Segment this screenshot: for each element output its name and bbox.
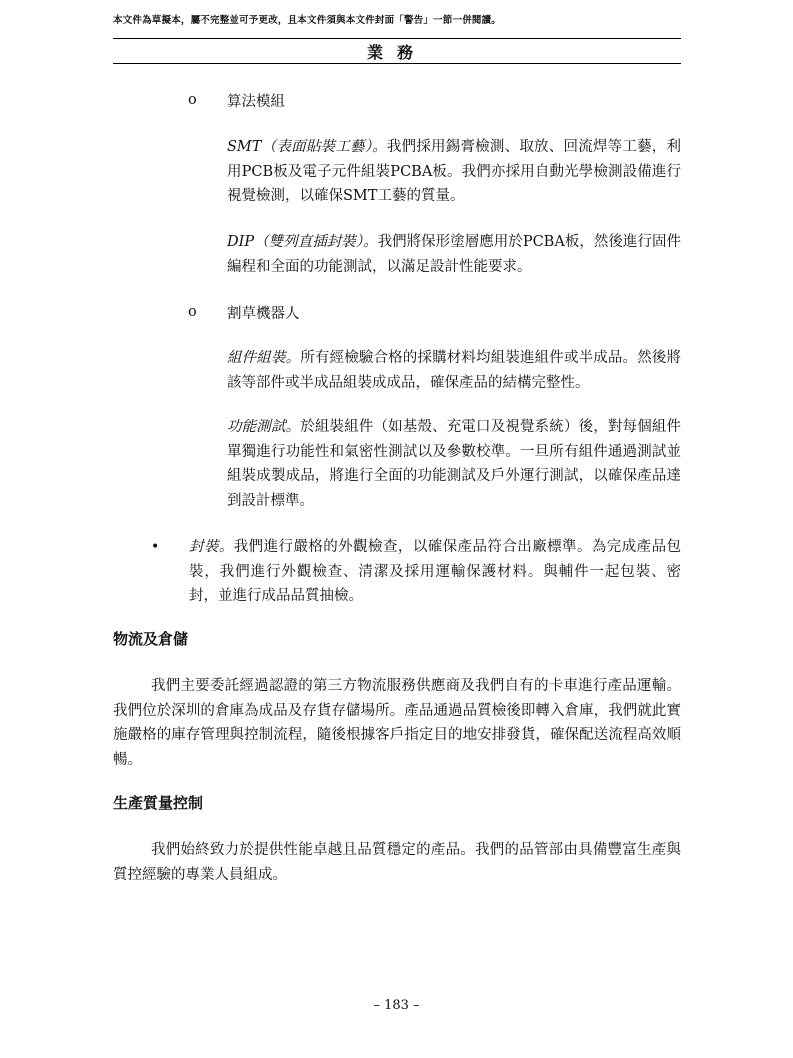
paragraph-packaging <box>189 535 681 609</box>
paragraph-function-test <box>227 415 681 513</box>
term-packaging: 封裝。 <box>189 539 234 555</box>
header-rule-bottom <box>113 63 681 64</box>
paragraph-dip <box>227 230 681 279</box>
page-number: – 183 – <box>373 998 420 1013</box>
draft-warning: 本文件為草擬本，屬不完整並可予更改，且本文件須與本文件封面「警告」一節一併閱讀。 <box>113 15 502 26</box>
main-bullet-marker: • <box>151 539 160 555</box>
text-packaging: 我們進行嚴格的外觀檢查，以確保產品符合出廠標準。為完成產品包裝，我們進行外觀檢查、清潔及採用運輸保護材料。與輔件一起包裝、密封，並進行成品品質抽檢。 <box>189 539 681 604</box>
section-title: 業務 <box>366 43 427 62</box>
text-dip: 我們將保形塗層應用於PCBA板，然後進行固件編程和全面的功能測試，以滿足設計性能要求。 <box>227 234 681 275</box>
text-function-test: 於組裝組件（如基殼、充電口及視覺系統）後，對每個組件單獨進行功能性和氣密性測試以及參數校準。一旦所有組件通過測試並組裝成製成品，將進行全面的功能測試及戶外運行測試，以確保產品達到設計標準。 <box>227 419 681 509</box>
paragraph-quality: 我們始終致力於提供性能卓越且品質穩定的產品。我們的品管部由具備豐富生產與質控經驗的專業人員組成。 <box>113 842 681 883</box>
heading-quality: 生產質量控制 <box>113 794 204 812</box>
header-rule-top <box>113 38 681 39</box>
paragraph-smt <box>227 135 681 209</box>
paragraph-assembly <box>227 346 681 395</box>
term-function-test: 功能測試。 <box>227 419 301 435</box>
sub-bullet-marker: o <box>188 92 197 108</box>
paragraph-logistics: 我們主要委託經過認證的第三方物流服務供應商及我們自有的卡車進行產品運輸。我們位於深圳的倉庫為成品及存貨存儲場所。產品通過品質檢後即轉入倉庫，我們就此實施嚴格的庫存管理與控制流程，隨後根據客戶指定目的地安排發貨，確保配送流程高效順暢。 <box>113 678 681 768</box>
text-smt: 我們採用錫膏檢測、取放、回流焊等工藝，利用PCB板及電子元件組裝PCBA板。我們亦採用自動光學檢測設備進行視覺檢測，以確保SMT工藝的質量。 <box>227 139 681 204</box>
item-title-algorithm: 算法模組 <box>227 94 285 110</box>
term-smt: SMT（表面貼裝工藝）。 <box>227 139 387 155</box>
text-assembly: 所有經檢驗合格的採購材料均組裝進組件或半成品。然後將該等部件或半成品組裝成成品，確保產品的結構完整性。 <box>227 350 681 391</box>
term-dip: DIP（雙列直插封裝）。 <box>227 234 378 250</box>
item-title-mower: 割草機器人 <box>227 306 300 322</box>
heading-logistics: 物流及倉儲 <box>113 630 189 648</box>
sub-bullet-marker: o <box>188 304 197 320</box>
term-assembly: 組件組裝。 <box>227 350 301 366</box>
